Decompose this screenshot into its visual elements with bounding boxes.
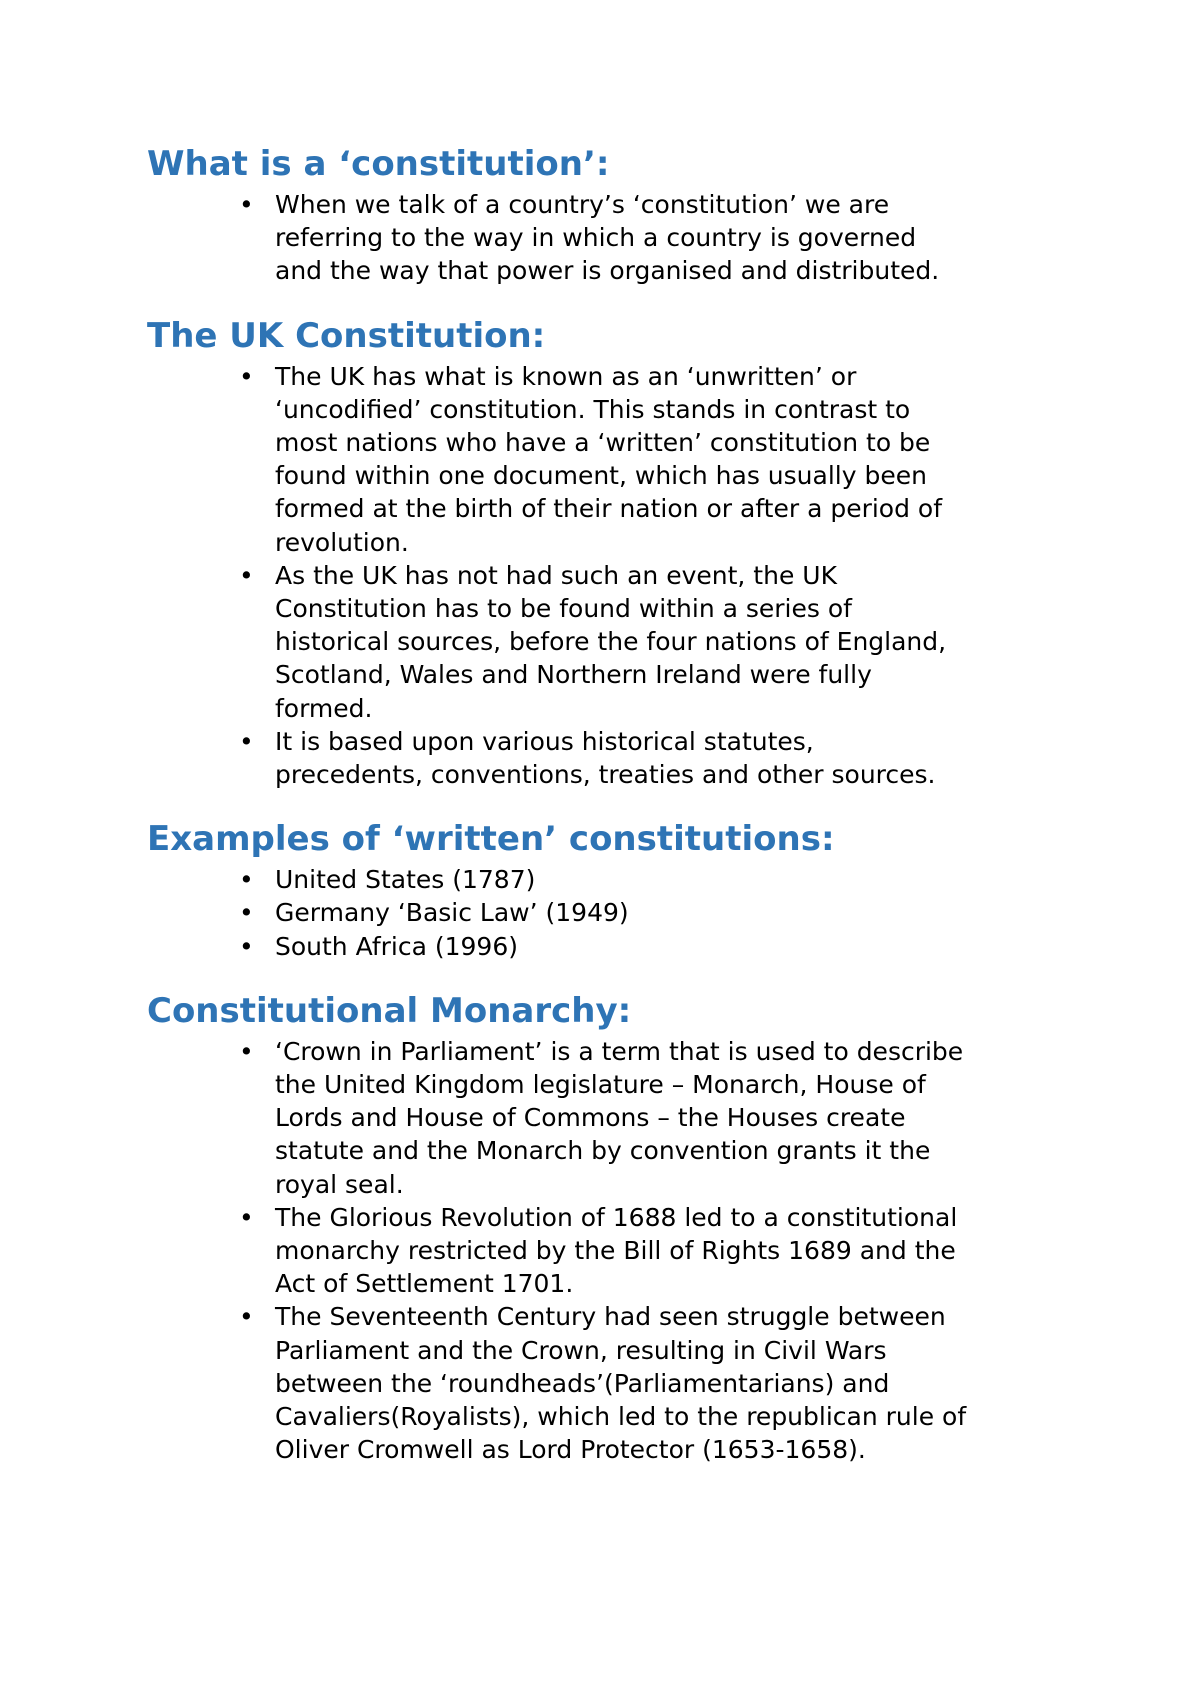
bullet-text: South Africa (1996) xyxy=(275,931,518,961)
bullet-text: The Seventeenth Century had seen struggle between Parliament and the Crown, resulting in Civil Wars between the ‘roundheads’(Parliamentarians) and Cavaliers(Royalists), which led to the republican rule of Oliver Cromwell as Lord Protector (1653-1658). xyxy=(275,1302,967,1465)
bullet-item xyxy=(239,188,1087,288)
bullet-item xyxy=(239,559,1087,725)
bullet-icon: • xyxy=(239,898,254,928)
bullet-item xyxy=(239,1035,1087,1201)
bullet-text: ‘Crown in Parliament’ is a term that is used to describe the United Kingdom legislature – Monarch, House of Lords and House of Commons – the Houses create statute and the Monarch by convention grants it the royal seal. xyxy=(275,1036,964,1199)
bullet-item xyxy=(239,863,1087,896)
bullet-list xyxy=(147,863,1087,963)
bullet-list xyxy=(147,188,1087,288)
bullet-text: Germany ‘Basic Law’ (1949) xyxy=(275,898,629,928)
bullet-text: The UK has what is known as an ‘unwritten’ or ‘uncodified’ constitution. This stands in contrast to most nations who have a ‘written’ constitution to be found within one document, which has usually been formed at the birth of their nation or after a period of revolution. xyxy=(275,361,943,557)
bullet-text: When we talk of a country’s ‘constitution’ we are referring to the way in which a country is governed and the way that power is organised and distributed. xyxy=(275,190,940,286)
section-heading: Constitutional Monarchy: xyxy=(147,990,632,1031)
document-page xyxy=(147,140,1087,1491)
bullet-icon: • xyxy=(239,931,254,961)
bullet-item xyxy=(239,360,1087,559)
bullet-icon: • xyxy=(239,865,254,895)
bullet-text: United States (1787) xyxy=(275,865,536,895)
section-heading: The UK Constitution: xyxy=(147,315,546,356)
bullet-item xyxy=(239,725,1087,791)
section-what-is-constitution xyxy=(147,140,1087,288)
bullet-item xyxy=(239,930,1087,963)
section-uk-constitution xyxy=(147,312,1087,792)
bullet-text: The Glorious Revolution of 1688 led to a constitutional monarchy restricted by the Bill of Rights 1689 and the Act of Settlement 1701. xyxy=(275,1202,958,1299)
bullet-item xyxy=(239,896,1087,929)
bullet-list xyxy=(147,360,1087,792)
bullet-icon: • xyxy=(239,560,254,590)
section-heading: What is a ‘constitution’: xyxy=(147,144,610,184)
section-constitutional-monarchy xyxy=(147,987,1087,1467)
bullet-icon: • xyxy=(239,1302,254,1332)
bullet-icon: • xyxy=(239,190,254,219)
bullet-icon: • xyxy=(239,726,254,756)
bullet-icon: • xyxy=(239,1036,254,1066)
bullet-item xyxy=(239,1201,1087,1301)
section-heading: Examples of ‘written’ constitutions: xyxy=(147,819,835,860)
bullet-icon: • xyxy=(239,361,254,391)
bullet-icon: • xyxy=(239,1202,254,1232)
bullet-item xyxy=(239,1300,1087,1466)
bullet-list xyxy=(147,1035,1087,1467)
bullet-text: It is based upon various historical statutes, precedents, conventions, treaties and other sources. xyxy=(275,726,936,790)
bullet-text: As the UK has not had such an event, the UK Constitution has to be found within a series of historical sources, before the four nations of England, Scotland, Wales and Northern Ireland were fully formed. xyxy=(275,560,947,723)
section-written-examples xyxy=(147,815,1087,963)
